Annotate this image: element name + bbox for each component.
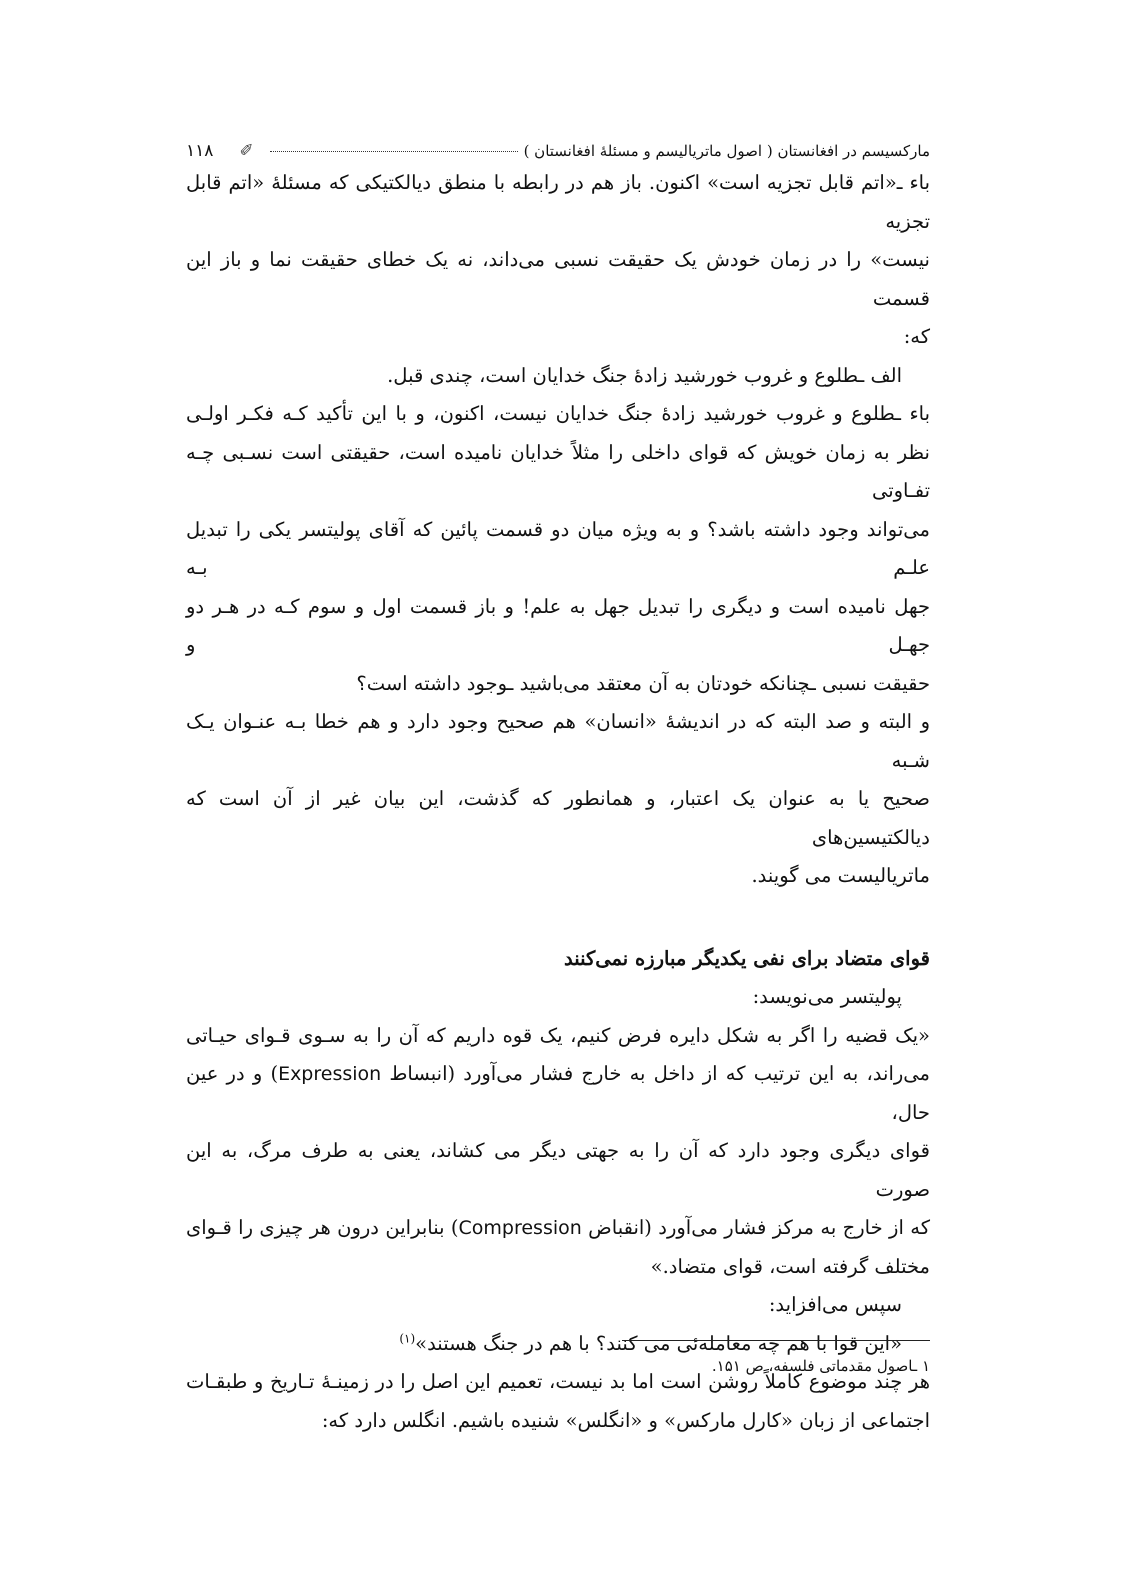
text-run: که از خارج به مرکز فشار می‌آورد (انقباض	[581, 1216, 930, 1239]
running-header	[186, 140, 930, 162]
text-line: الف ـطلوع و غروب خورشید زادۀ جنگ خدایان است، چندی قبل.	[387, 363, 902, 387]
footnote-divider	[622, 1340, 930, 1341]
footnote-ref: (۱)	[399, 1331, 416, 1345]
text-line: «یک قضیه را اگر به شکل دایره فرض کنیم، یک قوه داریم که آن را به سـوی قـوای حیـاتی	[186, 1023, 930, 1047]
leader-dots	[270, 151, 518, 152]
text-line: حقیقت نسبی ـچنانکه خودتان به آن معتقد می‌باشید ـوجود داشته است؟	[356, 671, 930, 695]
latin-term: Expression	[278, 1063, 382, 1085]
text-line: ماتریالیست می گویند.	[751, 864, 930, 887]
page-body	[186, 140, 930, 1440]
section-heading: قوای متضاد برای نفی یکدیگر مبارزه نمی‌کنند	[563, 946, 930, 970]
text-line: هر چند موضوع کاملاً روشن است اما بد نیست، تعمیم این اصل را در زمینـۀ تـاریخ و طبقـات	[186, 1370, 930, 1393]
text-line: قوای دیگری وجود دارد که آن را به جهتی دیگر می کشاند، یعنی به طرف مرگ، به این صورت	[186, 1139, 930, 1201]
text-line: که:	[903, 325, 930, 348]
text-line: نظر به زمان خویش که قوای داخلی را مثلاً خدایان نامیده است، حقیقتی است نسـبی چـه تفـاوتی	[186, 440, 930, 502]
text-line: پولیتسر می‌نویسد:	[752, 985, 902, 1008]
text-line: باء ـطلوع و غروب خورشید زادۀ جنگ خدایان نیست، اکنون، و با این تأکید کـه فکـر اولـی	[186, 402, 930, 425]
footnote: ۱ ـاصول مقدماتی فلسفه، ص ۱۵۱.	[711, 1357, 930, 1375]
text-line	[186, 1055, 930, 1132]
text-line: سپس می‌افزاید:	[768, 1293, 902, 1316]
running-title: مارکسیسم در افغانستان ( اصول ماتریالیسم و مسئلۀ افغانستان )	[523, 142, 930, 160]
text-run: می‌راند، به این ترتیب که از داخل به خارج فشار می‌آورد (انبساط	[381, 1062, 930, 1085]
text-line: می‌تواند وجود داشته باشد؟ و به ویژه میان دو قسمت پائین که آقای پولیتسر یکی را تبدیل علـم بـه	[186, 517, 930, 579]
text-line: صحیح یا به عنوان یک اعتبار، و همانطور که گذشت، این بیان غیر از آن است که دیالکتیسین‌های	[186, 787, 930, 849]
pen-icon: ✐	[239, 141, 254, 161]
text-line: اجتماعی از زبان «کارل مارکس» و «انگلس» شنیده باشیم. انگلس دارد که:	[321, 1408, 930, 1432]
page-number: ۱۱۸	[186, 141, 214, 161]
text-run: «این قوا با هم چه معامله‌ئی می کنند؟ با هم در جنگ هستند»	[415, 1331, 902, 1355]
text-line: جهل نامیده است و دیگری را تبدیل جهل به علم! و باز قسمت اول و سوم کـه در هـر دو جهـل و	[186, 594, 930, 656]
latin-term: Compression	[458, 1217, 582, 1239]
text-run: ) و در عین حال،	[186, 1062, 930, 1124]
text-line: و البته و صد البته که در اندیشۀ «انسان» هم صحیح وجود دارد و هم خطا بـه عنـوان یـک شـبه	[186, 710, 930, 772]
text-line: مختلف گرفته است، قوای متضاد.»	[650, 1254, 930, 1278]
text-line	[186, 1209, 930, 1248]
text-line: نیست» را در زمان خودش یک حقیقت نسبی می‌داند، نه یک خطای حقیقت نما و باز این قسمت	[186, 248, 930, 310]
text-line: باء ـ«اتم قابل تجزیه است» اکنون. باز هم در رابطه با منطق دیالکتیکی که مسئلۀ «اتم قابل تجزیه	[186, 171, 930, 233]
text-run: ) بنابراین درون هر چیزی را قـوای	[186, 1216, 459, 1239]
